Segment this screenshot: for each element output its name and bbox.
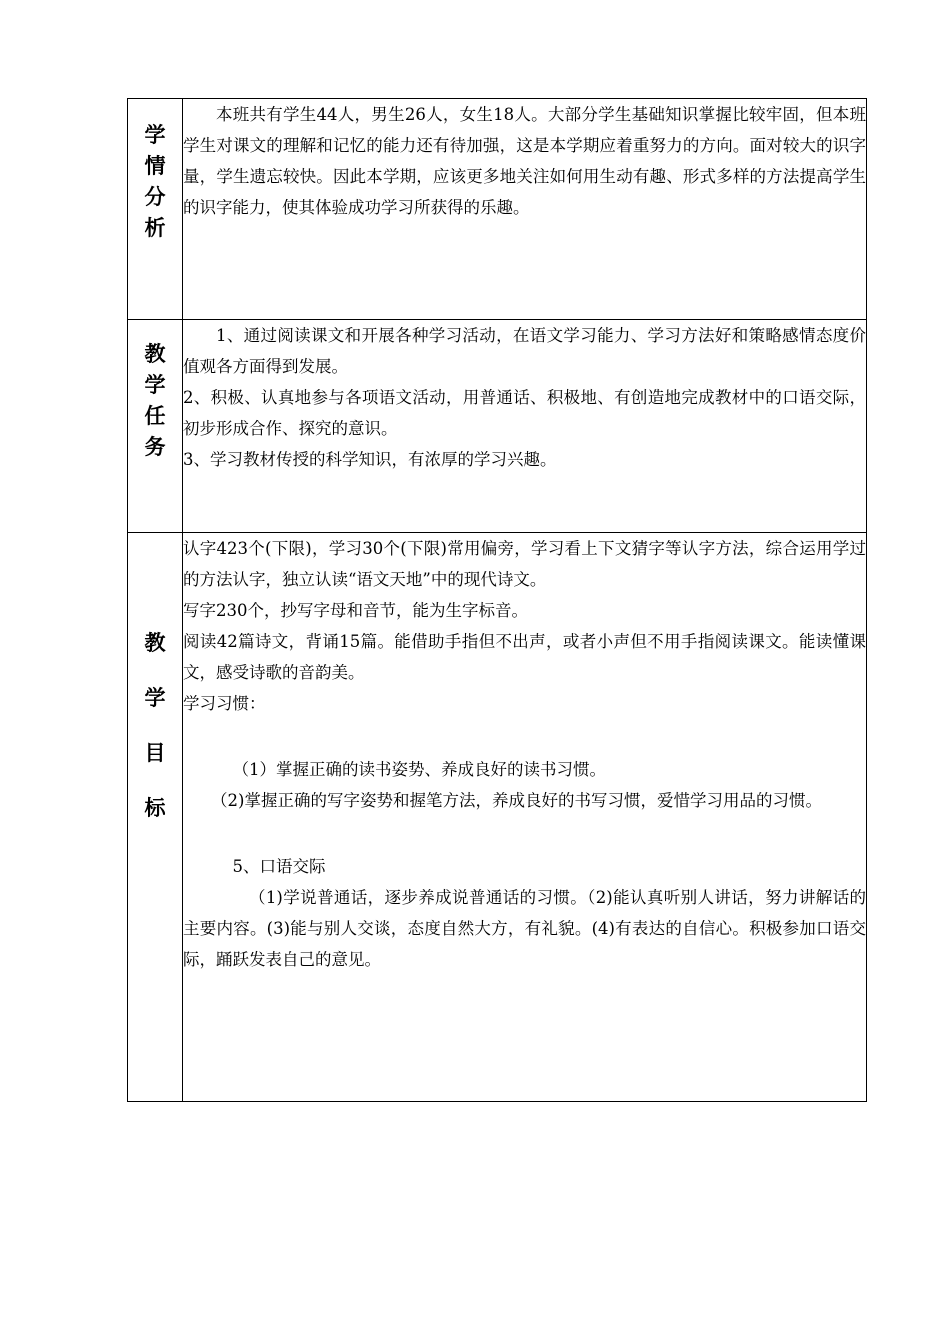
paragraph: 学习习惯： xyxy=(183,694,266,713)
label-char: 学 xyxy=(144,122,166,147)
paragraph: 1、通过阅读课文和开展各种学习活动，在语文学习能力、学习方法好和策略感情态度价值观各方面得到发展。 xyxy=(183,326,866,376)
label-char: 教 xyxy=(144,630,166,655)
label-char: 析 xyxy=(144,215,166,240)
label-char: 任 xyxy=(144,403,166,428)
paragraph: （1)学说普通话，逐步养成说普通话的习惯。（2)能认真听别人讲话，努力讲解话的主要内容。(3)能与别人交谈，态度自然大方，有礼貌。(4)有表达的自信心。积极参加口语交际，踊跃发表自己的意见。 xyxy=(183,888,866,969)
content-cell-teaching-tasks xyxy=(183,320,867,533)
label-cell-student-analysis xyxy=(128,99,183,320)
label-cell-teaching-goals xyxy=(128,533,183,1102)
label-char: 标 xyxy=(144,795,166,820)
paragraph: 3、学习教材传授的科学知识，有浓厚的学习兴趣。 xyxy=(183,450,557,469)
label-cell-teaching-tasks xyxy=(128,320,183,533)
paragraph: 2、积极、认真地参与各项语文活动，用普通话、积极地、有创造地完成教材中的口语交际，初步形成合作、探究的意识。 xyxy=(183,388,866,438)
label-char: 情 xyxy=(144,153,166,178)
row-teaching-goals xyxy=(128,533,867,1102)
paragraph: 写字230个，抄写字母和音节，能为生字标音。 xyxy=(183,601,528,620)
label-char: 学 xyxy=(144,372,166,397)
paragraph: 5、口语交际 xyxy=(232,857,326,876)
label-char: 务 xyxy=(144,434,166,459)
paragraph: 本班共有学生44人，男生26人，女生18人。大部分学生基础知识掌握比较牢固，但本班学生对课文的理解和记忆的能力还有待加强，这是本学期应着重努力的方向。面对较大的识字量，学生遗忘较快。因此本学期，应该更多地关注如何用生动有趣、形式多样的方法提高学生的识字能力，使其体验成功学习所获得的乐趣。 xyxy=(183,105,866,217)
label-char: 教 xyxy=(144,341,166,366)
label-char: 学 xyxy=(144,685,166,710)
paragraph: 阅读42篇诗文，背诵15篇。能借助手指但不出声，或者小声但不用手指阅读课文。能读懂课文，感受诗歌的音韵美。 xyxy=(183,632,866,682)
paragraph: （1）掌握正确的读书姿势、养成良好的读书习惯。 xyxy=(232,760,606,779)
paragraph: 认字423个(下限)，学习30个(下限)常用偏旁，学习看上下文猜字等认字方法，综合运用学过的方法认字，独立认读“语文天地”中的现代诗文。 xyxy=(183,539,866,589)
label-char: 目 xyxy=(144,740,166,765)
teaching-plan-table xyxy=(127,98,867,1102)
paragraph: （2)掌握正确的写字姿势和握笔方法，养成良好的书写习惯，爱惜学习用品的习惯。 xyxy=(211,791,822,810)
content-cell-teaching-goals xyxy=(183,533,867,1102)
row-student-analysis xyxy=(128,99,867,320)
content-cell-student-analysis xyxy=(183,99,867,320)
row-teaching-tasks xyxy=(128,320,867,533)
label-char: 分 xyxy=(144,184,166,209)
